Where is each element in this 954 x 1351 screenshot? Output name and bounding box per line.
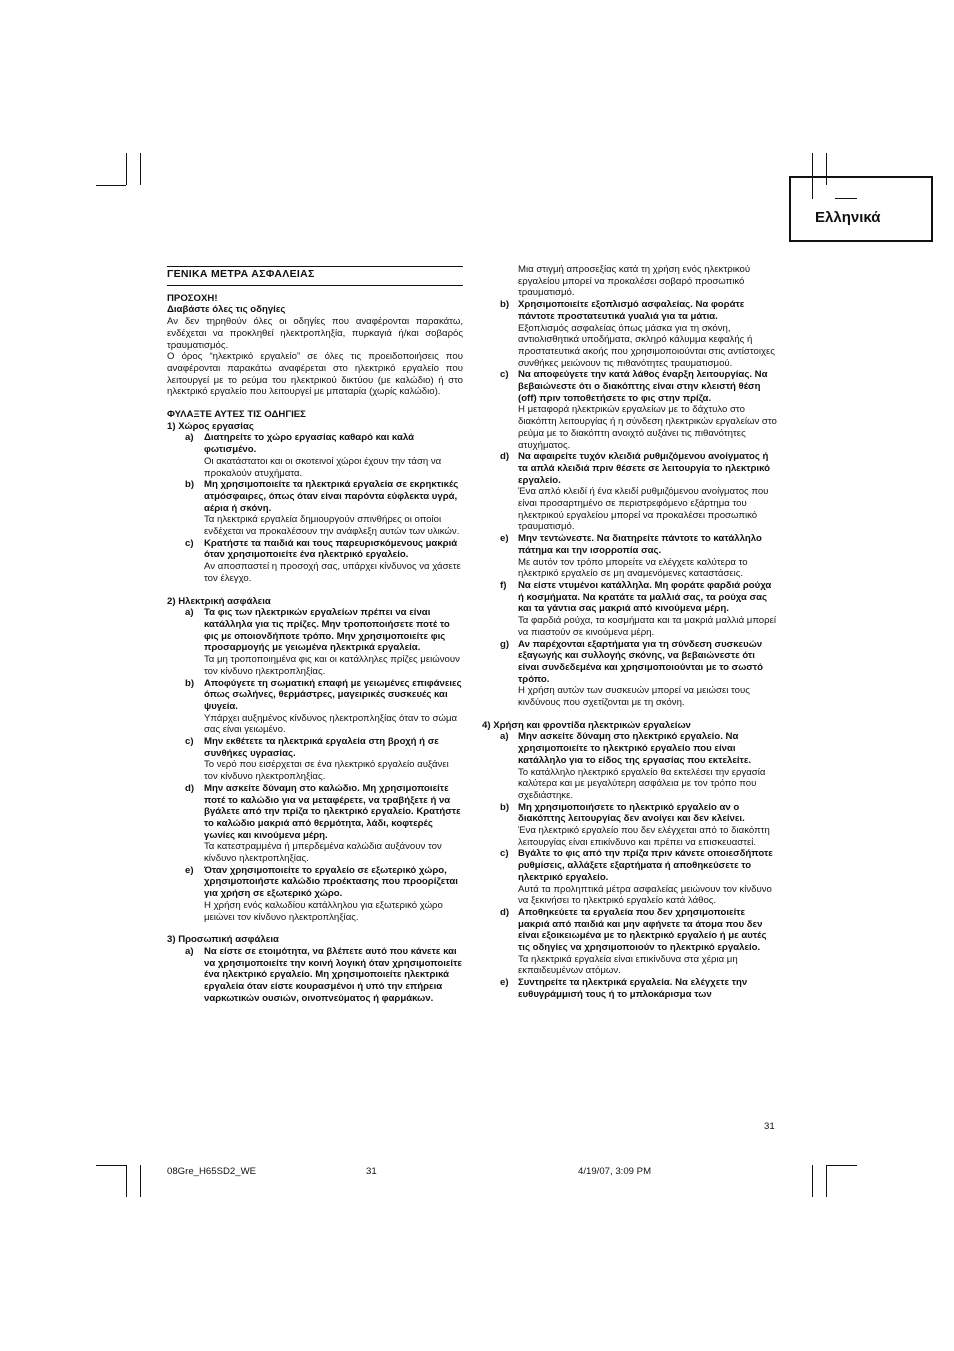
list-item: d) Αποθηκεύετε τα εργαλεία που δεν χρησιμοποιείτε μακριά από παιδιά και μην αφήνετε τα άτομα που δεν είναι εξοικειωμένα με το ηλεκτρικό εργαλείο ή με αυτές τις οδηγίες να χρησιμοποιούν το ηλεκτρικό εργαλείο. Τα ηλεκτρικά εργαλεία είναι επικίνδυνα στα χέρια μη εκπαιδευμένων ατόμων. (500, 906, 767, 977)
list-item: a) Διατηρείτε το χώρο εργασίας καθαρό και καλά φωτισμένο. Οι ακατάστατοι και οι σκοτεινοί χώροι έχουν την τάση να προκαλούν ατυχήματα. (185, 432, 442, 479)
list-item: c) Μην εκθέτετε τα ηλεκτρικά εργαλεία στη βροχή ή σε συνθήκες υγρασίας. Το νερό που εισέρχεται σε ένα ηλεκτρικό εργαλείο αυξάνει τον κίνδυνο ηλεκτροπληξίας. (185, 736, 449, 783)
intro-text-2: Ο όρος “ηλεκτρικό εργαλείο” σε όλες τις προειδοποιήσεις που αναφέρονται παρακάτω αναφέρεται στο ηλεκτρικό εργαλείο που λειτουργεί με το ρεύμα του ηλεκτρικού δικτύου (με καλώδιο) ή στο ηλεκτρικό εργαλείο που λειτουργεί με μπαταρία (χωρίς καλώδιο). (167, 351, 463, 398)
crop-mark (126, 153, 127, 185)
list-item: e) Συντηρείτε τα ηλεκτρικά εργαλεία. Να ελέγχετε την ευθυγράμμισή τους ή το μπλοκάρισμα των (500, 977, 748, 1000)
list-item: b) Χρησιμοποιείτε εξοπλισμό ασφαλείας. Να φοράτε πάντοτε προστατευτικά γυαλιά για τα μάτια. Εξοπλισμός ασφαλείας όπως μάσκα για τη σκόνη, αντιολισθητικά υποδήματα, σκληρό κάλυμμα κεφαλής ή προστατευτικά ακοής που χρησιμοποιούνται στις αντίστοιχες συνθήκες μειώνουν τις πιθανότητες τραυματισμού. (500, 299, 775, 369)
list-item: e) Μην τεντώνεστε. Να διατηρείτε πάντοτε το κατάλληλο πάτημα και την ισορροπία σας. Με αυτόν τον τρόπο μπορείτε να ελέγχετε καλύτερα το ηλεκτρικό εργαλείο σε μη αναμενόμενες καταστάσεις. (500, 533, 762, 580)
list-item: f) Να είστε ντυμένοι κατάλληλα. Μη φοράτε φαρδιά ρούχα ή κοσμήματα. Να κρατάτε τα μαλλιά σας, τα ρούχα σας και τα γάντια σας μακριά από κινούμενα μέρη. Τα φαρδιά ρούχα, τα κοσμήματα και τα μακριά μαλλιά μπορεί να πιαστούν σε κινούμενα μέρη. (500, 579, 777, 638)
list-item: c) Κρατήστε τα παιδιά και τους παρευρισκόμενους μακριά όταν χρησιμοποιείτε ένα ηλεκτρικό εργαλείο. Αν αποσπαστεί η προσοχή σας, υπάρχει κίνδυνος να χάσετε τον έλεγχο. (185, 537, 461, 584)
list-item: b) Μη χρησιμοποιήσετε το ηλεκτρικό εργαλείο αν ο διακόπτης λειτουργίας δεν ανοίγει και δεν κλείνει. Ένα ηλεκτρικό εργαλείο που δεν ελέγχεται από το διακόπτη λειτουργίας είναι επικίνδυνο και πρέπει να επισκευαστεί. (500, 801, 770, 848)
crop-mark (96, 185, 126, 186)
intro-text: Αν δεν τηρηθούν όλες οι οδηγίες που αναφέρονται παρακάτω, ενδέχεται να προκληθεί ηλεκτροπληξία, πυρκαγιά ή/και σοβαρός τραυματισμός. (167, 316, 463, 351)
language-tab (789, 176, 933, 242)
right-column (482, 264, 777, 1001)
list-item: a) Τα φις των ηλεκτρικών εργαλείων πρέπει να είναι κατάλληλα για τις πρίζες. Μην τροποποιήσετε ποτέ το φις με οποιονδήποτε τρόπο. Μην χρησιμοποιείτε φις προσαρμογής με γειωμένα ηλεκτρικά εργαλεία. Τα μη τροποποιημένα φις και οι κατάλληλες πρίζες μειώνουν τον κίνδυνο ηλεκτροπληξίας. (185, 607, 460, 677)
crop-mark (812, 1165, 813, 1197)
list-item: Μια στιγμή απροσεξίας κατά τη χρήση ενός ηλεκτρικού εργαλείου μπορεί να προκαλέσει σοβαρό προσωπικό τραυματισμό. (518, 264, 751, 299)
crop-mark (140, 153, 141, 185)
section-4-title: 4) Χρήση και φροντίδα ηλεκτρικών εργαλείων (482, 719, 691, 731)
list-item: b) Αποφύγετε τη σωματική επαφή με γειωμένες επιφάνειες όπως σωλήνες, θερμάστρες, μαγειρικές συσκευές και ψυγεία. Υπάρχει αυξημένος κίνδυνος ηλεκτροπληξίας όταν το σώμα σας είναι γειωμένο. (185, 677, 462, 736)
section-1-title: 1) Χώρος εργασίας (167, 420, 254, 432)
section-3-title: 3) Προσωπική ασφάλεια (167, 934, 279, 946)
read-instructions: Διαβάστε όλες τις οδηγίες (167, 304, 286, 316)
list-item: a) Να είστε σε ετοιμότητα, να βλέπετε αυτό που κάνετε και να χρησιμοποιείτε την κοινή λογική όταν χρησιμοποιείτε ένα ηλεκτρικό εργαλείο. Μη χρησιμοποιείτε ηλεκτρικά εργαλεία όταν είστε κουρασμένοι ή υπό την επήρεια ναρκωτικών ουσιών, οινοπνεύματος ή φαρμάκων. (185, 945, 462, 1004)
heading-rule-top (167, 266, 463, 267)
footer-date: 4/19/07, 3:09 PM (578, 1166, 652, 1177)
list-item: d) Να αφαιρείτε τυχόν κλειδιά ρυθμιζόμενου ανοίγματος ή τα απλά κλειδιά πριν θέσετε σε λειτουργία το ηλεκτρικό εργαλείο. Ένα απλό κλειδί ή ένα κλειδί ρυθμιζόμενου ανοίγματος που είναι προσαρτημένο σε περιστρεφόμενο εξάρτημα του ηλεκτρικού εργαλείου μπορεί να προκαλέσει προσωπικό τραυματισμό. (500, 451, 770, 533)
warning-label: ΠΡΟΣΟΧΗ! (167, 292, 218, 304)
footer-file: 08Gre_H65SD2_WE (167, 1166, 257, 1177)
crop-mark (140, 1165, 141, 1197)
list-item: g) Αν παρέχονται εξαρτήματα για τη σύνδεση συσκευών εξαγωγής και συλλογής σκόνης, να βεβαιώνεστε ότι είναι συνδεδεμένα και χρησιμοποιούνται με το σωστό τρόπο. Η χρήση αυτών των συσκευών μπορεί να μειώσει τους κινδύνους που σχετίζονται με τη σκόνη. (500, 638, 764, 709)
footer-page: 31 (366, 1166, 377, 1177)
section-heading: ΓΕΝΙΚΑ ΜΕΤΡΑ ΑΣΦΑΛΕΙΑΣ (167, 268, 315, 280)
language-label: Ελληνικά (815, 209, 881, 226)
left-column (167, 269, 463, 1004)
list-item: c) Βγάλτε το φις από την πρίζα πριν κάνετε οποιεσδήποτε ρυθμίσεις, αλλάξετε εξαρτήματα ή αποθηκεύσετε το ηλεκτρικό εργαλείο. Αυτά τα προληπτικά μέτρα ασφαλείας μειώνουν τον κίνδυνο να ξεκινήσει το ηλεκτρικό εργαλείο κατά λάθος. (500, 848, 773, 907)
crop-mark (96, 1165, 126, 1166)
crop-mark (126, 1165, 127, 1197)
list-item: b) Μη χρησιμοποιείτε τα ηλεκτρικά εργαλεία σε εκρηκτικές ατμόσφαιρες, όπως όταν είναι παρόντα εύφλεκτα υγρά, αέρια ή σκόνη. Τα ηλεκτρικά εργαλεία δημιουργούν σπινθήρες οι οποίοι ενδέχεται να προκαλέσουν την ανάφλεξη αυτών των υλικών. (185, 479, 460, 538)
keep-instructions: ΦΥΛΑΞΤΕ ΑΥΤΕΣ ΤΙΣ ΟΔΗΓΙΕΣ (167, 409, 306, 421)
list-item: e) Όταν χρησιμοποιείτε το εργαλείο σε εξωτερικό χώρο, χρησιμοποιήστε καλώδιο προέκτασης που προορίζεται για χρήση σε εξωτερικό χώρο. Η χρήση ενός καλωδίου κατάλληλου για εξωτερικό χώρο μειώνει τον κίνδυνο ηλεκτροπληξίας. (185, 864, 458, 923)
section-2-title: 2) Ηλεκτρική ασφάλεια (167, 595, 271, 607)
crop-mark (826, 1165, 857, 1166)
crop-mark (826, 1165, 827, 1197)
list-item: c) Να αποφεύγετε την κατά λάθος έναρξη λειτουργίας. Να βεβαιώνεστε ότι ο διακόπτης είναι στην κλειστή θέση (off) πριν τοποθετήσετε το φις στην πρίζα. Η μεταφορά ηλεκτρικών εργαλείων με το δάχτυλο στο διακόπτη λειτουργίας ή η σύνδεση ηλεκτρικών εργαλείων στο ρεύμα με το διακόπτη ανοιχτό αυξάνει τις πιθανότητες ατυχήματος. (500, 369, 777, 451)
page-number: 31 (764, 1121, 775, 1132)
list-item: d) Μην ασκείτε δύναμη στο καλώδιο. Μη χρησιμοποιείτε ποτέ το καλώδιο για να μεταφέρετε, να τραβήξετε ή να βγάλετε από την πρίζα το ηλεκτρικό εργαλείο. Κρατήστε το καλώδιο μακριά από θερμότητα, λάδι, κοφτερές γωνίες και κινούμενα μέρη. Τα κατεστραμμένα ή μπερδεμένα καλώδια αυξάνουν τον κίνδυνο ηλεκτροπληξίας. (185, 782, 461, 865)
list-item: a) Μην ασκείτε δύναμη στο ηλεκτρικό εργαλείο. Να χρησιμοποιείτε το ηλεκτρικό εργαλείο που είναι κατάλληλο για το είδος της εργασίας που εκτελείτε. Το κατάλληλο ηλεκτρικό εργαλείο θα εκτελέσει την εργασία καλύτερα και με μεγαλύτερη ασφάλεια με τον τρόπο που σχεδιάστηκε. (500, 731, 766, 801)
